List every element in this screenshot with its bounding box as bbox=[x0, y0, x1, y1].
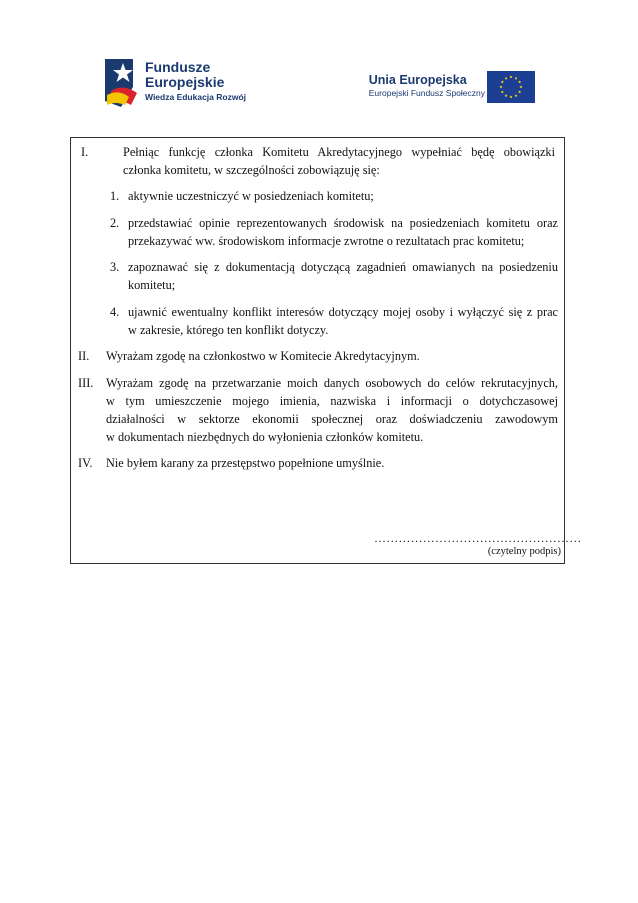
list-item-3-line2: komitetu; bbox=[128, 278, 176, 292]
section-i-intro-line1: Pełniąc funkcję członka Komitetu Akredytacyjnego wypełniać będę obowiązki bbox=[123, 145, 555, 159]
fe-logo-line1: Fundusze bbox=[145, 59, 211, 75]
list-item-2-line1: przedstawiać opinie reprezentowanych środowisk na posiedzeniach komitetu oraz bbox=[128, 216, 558, 230]
list-item-4-line2: w zakresie, którego ten konflikt dotyczy. bbox=[128, 323, 329, 337]
fe-logo-line3: Wiedza Edukacja Rozwój bbox=[145, 92, 246, 102]
section-iii-line1: Wyrażam zgodę na przetwarzanie moich danych osobowych do celów rekrutacyjnych, bbox=[106, 376, 558, 390]
list-item-3-number: 3. bbox=[110, 260, 120, 274]
eu-flag-icon bbox=[487, 71, 535, 103]
ue-logo-line2: Europejski Fundusz Społeczny bbox=[368, 88, 485, 98]
list-item-4-number: 4. bbox=[110, 305, 120, 319]
section-iv-text: Nie byłem karany za przestępstwo popełnione umyślnie. bbox=[106, 456, 385, 470]
fundusze-europejskie-logo-icon bbox=[103, 57, 143, 109]
signature-label: (czytelny podpis) bbox=[487, 546, 561, 557]
list-item-1-line1: aktywnie uczestniczyć w posiedzeniach komitetu; bbox=[128, 189, 374, 203]
header-logos bbox=[0, 0, 638, 130]
section-iii-line2: w tym umieszczenie mojego imienia, nazwiska i informacji o dotychczasowej bbox=[106, 394, 558, 408]
fundusze-europejskie-wordmark bbox=[145, 60, 246, 103]
section-iv-numeral: IV. bbox=[78, 456, 93, 470]
section-i-numeral: I. bbox=[81, 145, 89, 159]
section-iii-line3: działalności w sektorze ekonomii społecznej oraz doświadczeniu zawodowym bbox=[106, 412, 558, 426]
signature-line: …………………………………………… bbox=[374, 531, 582, 545]
section-iii-line4: w dokumentach niezbędnych do wyłonienia członków komitetu. bbox=[106, 430, 424, 444]
list-item-2-number: 2. bbox=[110, 216, 120, 230]
ue-logo-line1: Unia Europejska bbox=[368, 73, 467, 87]
list-item-3-line1: zapoznawać się z dokumentacją dotyczącą zagadnień omawianych na posiedzeniu bbox=[128, 260, 558, 274]
section-ii-numeral: II. bbox=[78, 349, 90, 363]
list-item-4-line1: ujawnić ewentualny konflikt interesów dotyczący mojej osoby i wyłączyć się z prac bbox=[128, 305, 558, 319]
list-item-1-number: 1. bbox=[110, 189, 120, 203]
fe-logo-line2: Europejskie bbox=[145, 74, 225, 90]
section-iii-numeral: III. bbox=[78, 376, 94, 390]
section-i-intro-line2: członka komitetu, w szczególności zobowiązuję się: bbox=[123, 163, 380, 177]
unia-europejska-wordmark bbox=[369, 73, 485, 99]
section-ii-text: Wyrażam zgodę na członkostwo w Komitecie Akredytacyjnym. bbox=[106, 349, 420, 363]
list-item-2-line2: przekazywać ww. środowiskom informacje zwrotne o rezultatach prac komitetu; bbox=[128, 234, 525, 248]
